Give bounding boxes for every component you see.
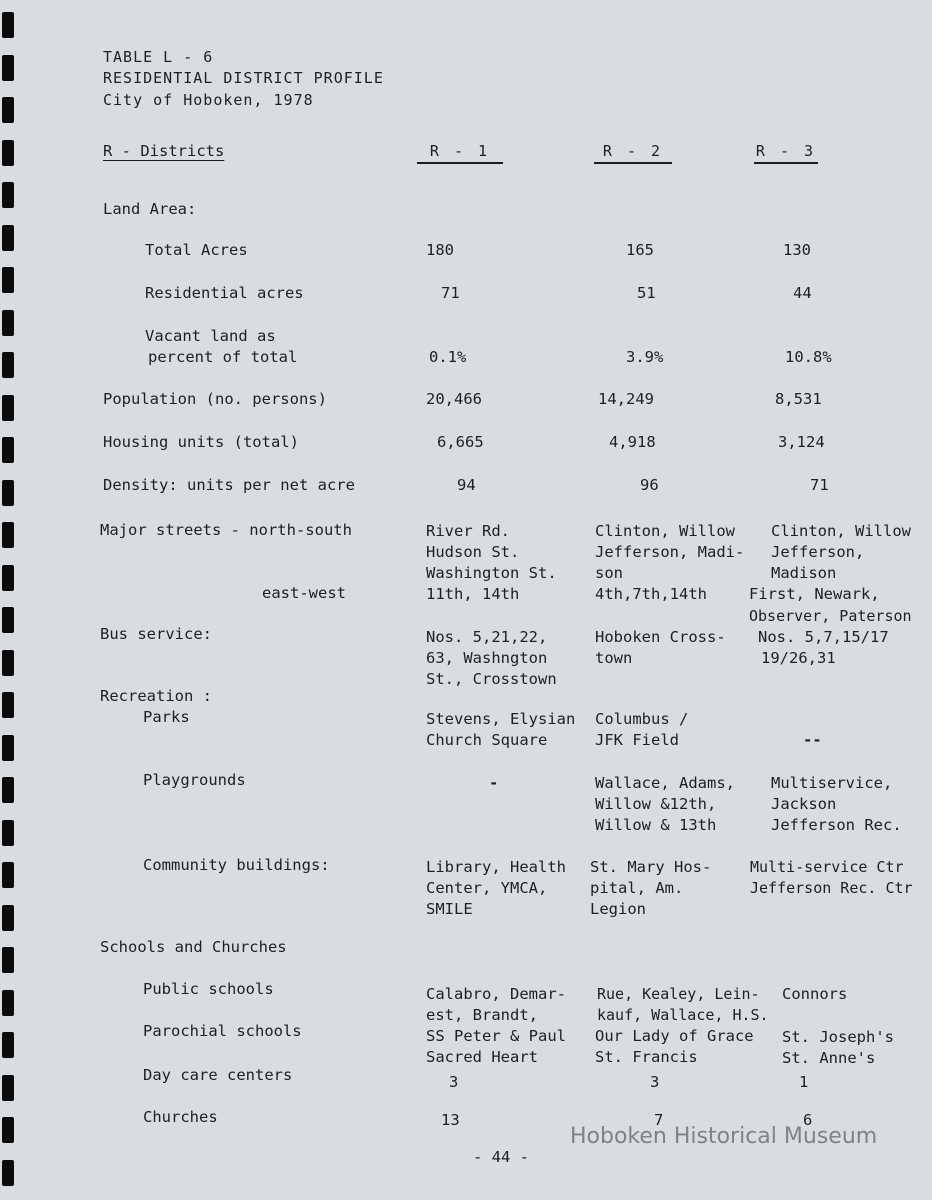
land-area-label: Land Area:	[103, 200, 197, 218]
public-schools-r1-line2: est, Brandt,	[426, 1006, 538, 1024]
binding-ring	[2, 1160, 14, 1186]
density-r2: 96	[640, 476, 659, 494]
residential-acres-r1: 71	[441, 284, 460, 302]
binding-ring	[2, 352, 14, 378]
bus-service-label: Bus service:	[100, 625, 212, 643]
parks-r2-line1: Columbus /	[595, 710, 689, 728]
major-streets-r2-line4: 4th,7th,14th	[595, 585, 707, 603]
major-streets-r3-line3: Madison	[771, 564, 837, 582]
binding-ring	[2, 862, 14, 888]
community-r2-line1: St. Mary Hos-	[590, 858, 712, 876]
parks-r1-line2: Church Square	[426, 731, 548, 749]
population-label: Population (no. persons)	[103, 390, 327, 408]
vacant-label-line1: Vacant land as	[145, 327, 276, 345]
major-streets-ns-label: Major streets - north-south	[100, 521, 352, 539]
parochial-r1-line2: Sacred Heart	[426, 1048, 538, 1066]
density-r3: 71	[810, 476, 829, 494]
population-r3: 8,531	[775, 390, 822, 408]
binding-ring	[2, 565, 14, 591]
binding-ring	[2, 820, 14, 846]
binding-ring	[2, 947, 14, 973]
churches-r3: 6	[803, 1111, 813, 1129]
binding-ring	[2, 990, 14, 1016]
residential-acres-label: Residential acres	[145, 284, 304, 302]
museum-watermark: Hoboken Historical Museum	[570, 1124, 878, 1149]
bus-service-r3-line1: Nos. 5,7,15/17	[758, 628, 889, 646]
density-r1: 94	[457, 476, 476, 494]
column-header-r1: R - 1	[417, 142, 503, 164]
day-care-r2: 3	[650, 1073, 660, 1091]
playgrounds-r2-line1: Wallace, Adams,	[595, 774, 735, 792]
parochial-r3-line1: St. Joseph's	[782, 1028, 894, 1046]
major-streets-r1-line3: Washington St.	[426, 564, 557, 582]
community-r2-line2: pital, Am.	[590, 879, 684, 897]
binding-ring	[2, 692, 14, 718]
binding-ring	[2, 777, 14, 803]
binding-ring	[2, 182, 14, 208]
housing-units-r2: 4,918	[609, 433, 656, 451]
vacant-r2: 3.9%	[626, 348, 664, 366]
table-title: RESIDENTIAL DISTRICT PROFILE	[103, 69, 384, 87]
table-id: TABLE L - 6	[103, 48, 214, 66]
major-streets-r3-line2: Jefferson,	[771, 543, 865, 561]
binding-ring	[2, 310, 14, 336]
vacant-r1: 0.1%	[429, 348, 467, 366]
major-streets-r3-line5: Observer, Paterson	[749, 607, 912, 625]
column-header-r3: R - 3	[754, 142, 818, 164]
churches-r1: 13	[441, 1111, 460, 1129]
parochial-schools-label: Parochial schools	[143, 1022, 302, 1040]
binding-ring	[2, 905, 14, 931]
residential-acres-r3: 44	[793, 284, 812, 302]
major-streets-r2-line3: son	[595, 564, 623, 582]
total-acres-label: Total Acres	[145, 241, 248, 259]
public-schools-r1-line1: Calabro, Demar-	[426, 985, 566, 1003]
binding-ring	[2, 480, 14, 506]
parks-r1-line1: Stevens, Elysian	[426, 710, 576, 728]
binding-ring	[2, 437, 14, 463]
spiral-binding	[0, 0, 22, 1200]
population-r1: 20,466	[426, 390, 482, 408]
binding-ring	[2, 55, 14, 81]
bus-service-r2-line1: Hoboken Cross-	[595, 628, 726, 646]
playgrounds-r2-line2: Willow &12th,	[595, 795, 717, 813]
binding-ring	[2, 267, 14, 293]
day-care-r1: 3	[449, 1073, 459, 1091]
parks-r2-line2: JFK Field	[595, 731, 679, 749]
binding-ring	[2, 735, 14, 761]
binding-ring	[2, 1032, 14, 1058]
major-streets-r1-line4: 11th, 14th	[426, 585, 520, 603]
housing-units-r3: 3,124	[778, 433, 825, 451]
community-r3-line1: Multi-service Ctr	[750, 858, 904, 876]
major-streets-r2-line1: Clinton, Willow	[595, 522, 735, 540]
column-header-r2: R - 2	[594, 142, 672, 164]
parochial-r3-line2: St. Anne's	[782, 1049, 876, 1067]
major-streets-r3-line4: First, Newark,	[749, 585, 880, 603]
community-r1-line1: Library, Health	[426, 858, 566, 876]
playgrounds-r1: -	[489, 774, 499, 792]
residential-acres-r2: 51	[637, 284, 656, 302]
bus-service-r3-line2: 19/26,31	[761, 649, 836, 667]
playgrounds-label: Playgrounds	[143, 771, 246, 789]
binding-ring	[2, 607, 14, 633]
total-acres-r1: 180	[426, 241, 454, 259]
total-acres-r2: 165	[626, 241, 654, 259]
population-r2: 14,249	[598, 390, 654, 408]
recreation-label: Recreation :	[100, 687, 212, 705]
playgrounds-r3-line2: Jackson	[771, 795, 837, 813]
community-buildings-label: Community buildings:	[143, 856, 330, 874]
bus-service-r1-line2: 63, Washngton	[426, 649, 548, 667]
community-r1-line3: SMILE	[426, 900, 473, 918]
parochial-r2-line2: St. Francis	[595, 1048, 698, 1066]
day-care-r3: 1	[799, 1073, 809, 1091]
binding-ring	[2, 522, 14, 548]
density-label: Density: units per net acre	[103, 476, 355, 494]
bus-service-r1-line1: Nos. 5,21,22,	[426, 628, 548, 646]
binding-ring	[2, 650, 14, 676]
vacant-label-line2: percent of total	[148, 348, 298, 366]
total-acres-r3: 130	[783, 241, 811, 259]
churches-label: Churches	[143, 1108, 218, 1126]
playgrounds-r3-line3: Jefferson Rec.	[771, 816, 902, 834]
schools-churches-label: Schools and Churches	[100, 938, 287, 956]
binding-ring	[2, 140, 14, 166]
playgrounds-r2-line3: Willow & 13th	[595, 816, 717, 834]
parks-label: Parks	[143, 708, 190, 726]
binding-ring	[2, 225, 14, 251]
housing-units-label: Housing units (total)	[103, 433, 299, 451]
public-schools-r2-line1: Rue, Kealey, Lein-	[597, 985, 760, 1003]
parochial-r1-line1: SS Peter & Paul	[426, 1027, 566, 1045]
community-r1-line2: Center, YMCA,	[426, 879, 548, 897]
churches-r2: 7	[654, 1111, 664, 1129]
bus-service-r2-line2: town	[595, 649, 633, 667]
bus-service-r1-line3: St., Crosstown	[426, 670, 557, 688]
parochial-r2-line1: Our Lady of Grace	[595, 1027, 754, 1045]
parks-r3: --	[803, 731, 822, 749]
binding-ring	[2, 1117, 14, 1143]
housing-units-r1: 6,665	[437, 433, 484, 451]
binding-ring	[2, 97, 14, 123]
major-streets-r2-line2: Jefferson, Madi-	[595, 543, 745, 561]
binding-ring	[2, 12, 14, 38]
community-r3-line2: Jefferson Rec. Ctr	[750, 879, 913, 897]
major-streets-r1-line1: River Rd.	[426, 522, 510, 540]
binding-ring	[2, 395, 14, 421]
playgrounds-r3-line1: Multiservice,	[771, 774, 893, 792]
major-streets-r1-line2: Hudson St.	[426, 543, 520, 561]
day-care-label: Day care centers	[143, 1066, 293, 1084]
public-schools-r3: Connors	[782, 985, 848, 1003]
major-streets-ew-label: east-west	[262, 584, 346, 602]
community-r2-line3: Legion	[590, 900, 646, 918]
public-schools-label: Public schools	[143, 980, 274, 998]
public-schools-r2-line2: kauf, Wallace, H.S.	[597, 1006, 769, 1024]
table-subtitle: City of Hoboken, 1978	[103, 91, 314, 109]
page-number: - 44 -	[473, 1148, 529, 1166]
binding-ring	[2, 1075, 14, 1101]
vacant-r3: 10.8%	[785, 348, 832, 366]
major-streets-r3-line1: Clinton, Willow	[771, 522, 911, 540]
districts-column-label: R - Districts	[103, 142, 225, 160]
